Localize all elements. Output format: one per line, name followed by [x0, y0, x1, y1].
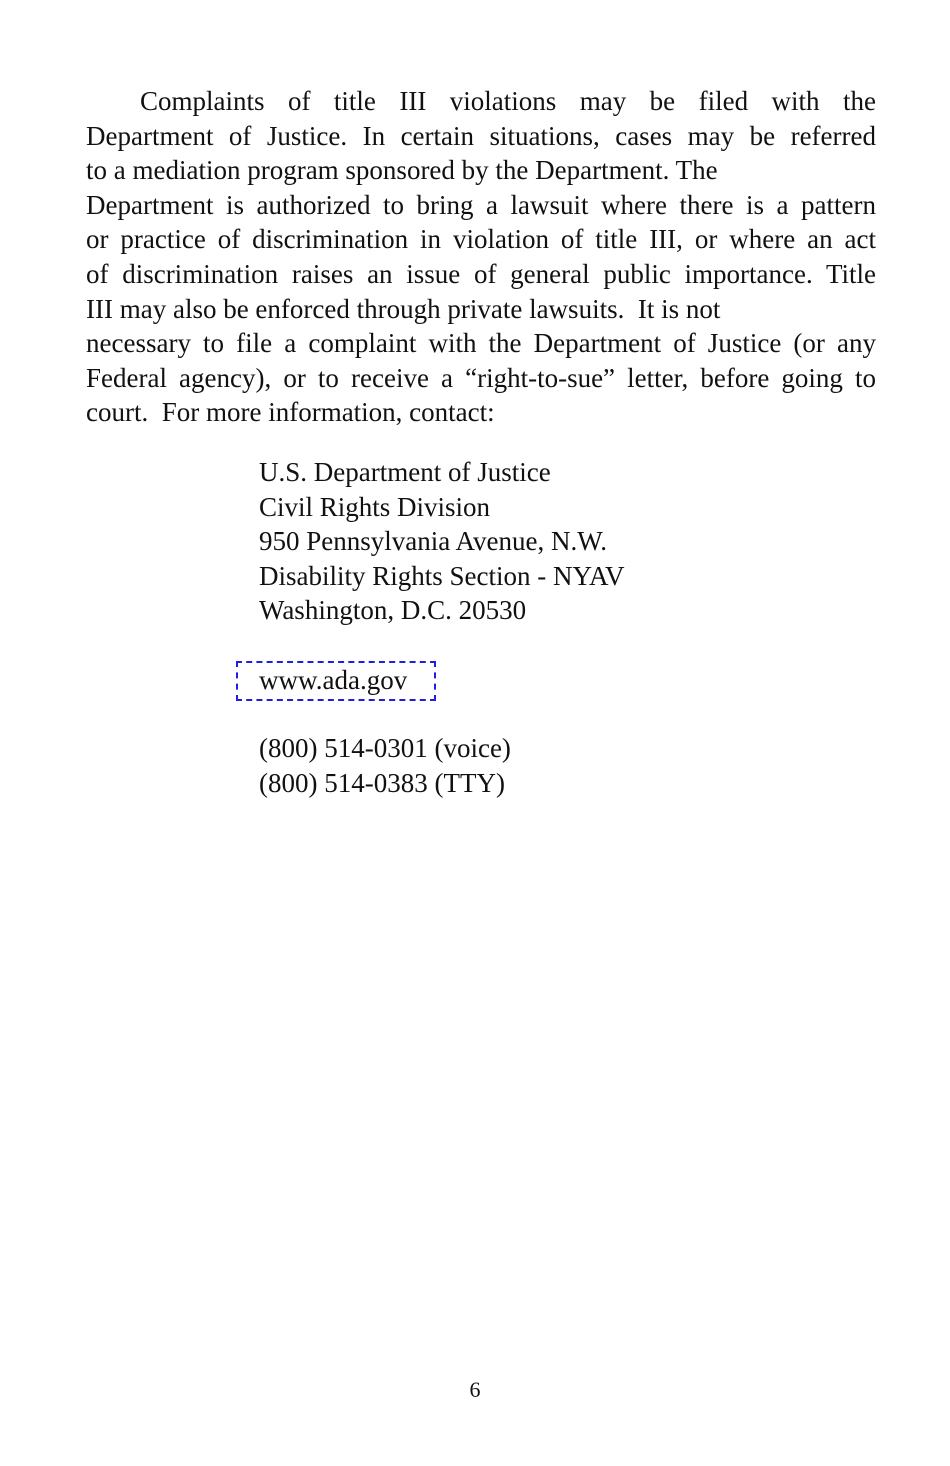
paragraph-line: Department of Justice. In certain situations, cases may be referred — [86, 120, 876, 151]
paragraph-line: or practice of discrimination in violation of title III, or where an act — [86, 224, 876, 255]
address-line: 950 Pennsylvania Avenue, N.W. — [259, 526, 607, 557]
address-line: Washington, D.C. 20530 — [259, 595, 527, 626]
paragraph-line: to a mediation program sponsored by the Department. The — [86, 155, 718, 186]
paragraph-line: Complaints of title III violations may be filed with the — [140, 86, 876, 116]
address-line: U.S. Department of Justice — [259, 457, 551, 487]
website-link[interactable]: www.ada.gov — [259, 665, 408, 695]
address-line: Disability Rights Section - NYAV — [259, 560, 625, 591]
paragraph-line: of discrimination raises an issue of general public importance. Title — [86, 258, 876, 289]
phone-voice: (800) 514-0301 (voice) — [259, 733, 511, 763]
complaints-paragraph — [86, 84, 876, 430]
address-line: Civil Rights Division — [259, 491, 491, 522]
paragraph-line: Federal agency), or to receive a “right-to-sue” letter, before going to — [86, 362, 876, 393]
page-number: 6 — [469, 1377, 481, 1402]
contact-phones — [259, 731, 511, 800]
contact-address — [259, 455, 625, 628]
paragraph-line: necessary to file a complaint with the Department of Justice (or any — [86, 328, 876, 359]
paragraph-line: court. For more information, contact: — [86, 397, 495, 428]
paragraph-line: Department is authorized to bring a lawsuit where there is a pattern — [86, 189, 876, 220]
paragraph-line: III may also be enforced through private lawsuits. It is not — [86, 293, 721, 324]
phone-tty: (800) 514-0383 (TTY) — [259, 767, 505, 798]
